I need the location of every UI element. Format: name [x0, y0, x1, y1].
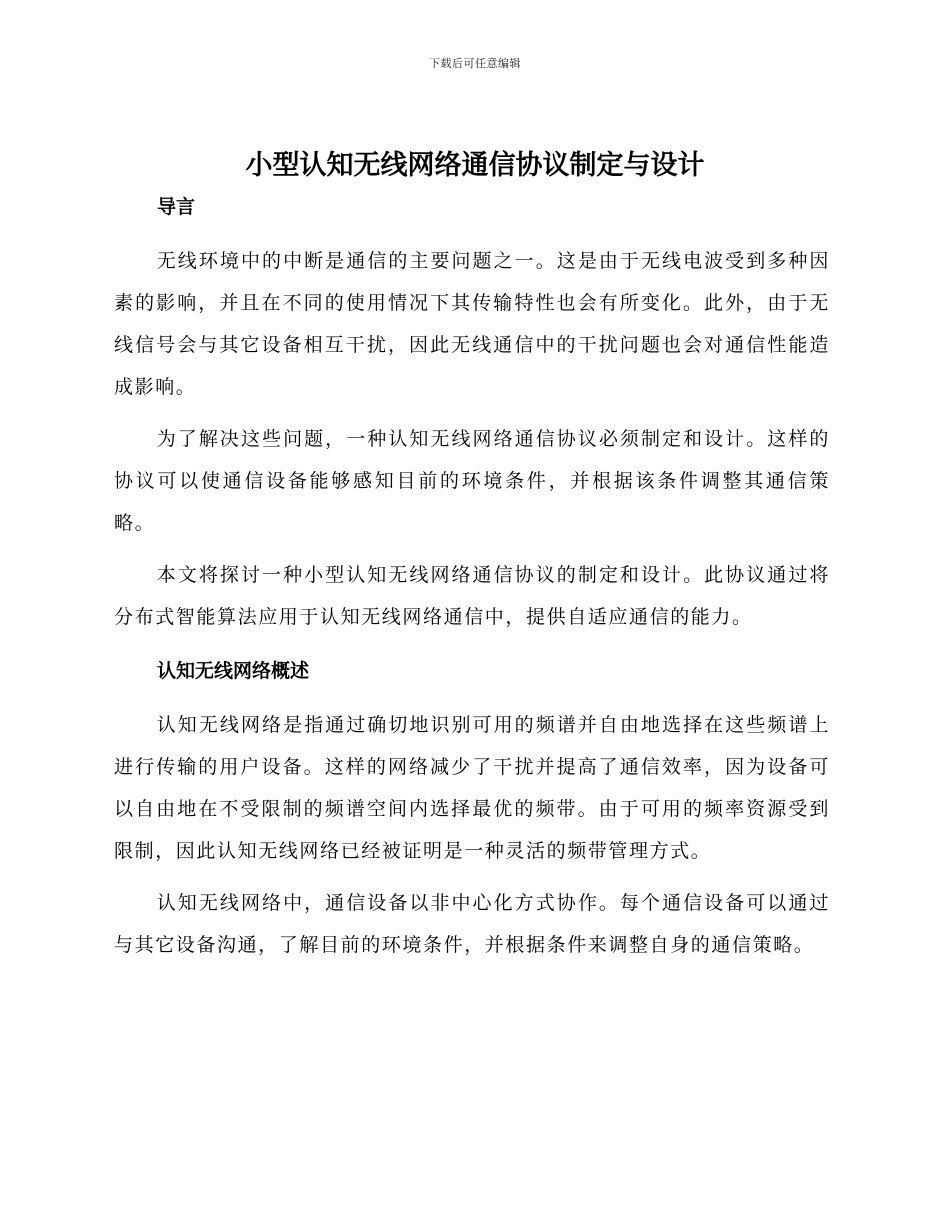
document-title: 小型认知无线网络通信协议制定与设计: [245, 150, 705, 181]
section-heading-intro: 导言: [157, 196, 196, 218]
paragraph: 认知无线网络是指通过确切地识别可用的频谱并自由地选择在这些频谱上进行传输的用户设备。这样的网络减少了干扰并提高了通信效率，因为设备可以自由地在不受限制的频谱空间内选择最优的频带。由于可用的频率资源受到限制，因此认知无线网络已经被证明是一种灵活的频带管理方式。: [114, 714, 830, 862]
header-note: 下载后可任意编辑: [429, 57, 521, 70]
paragraph: 无线环境中的中断是通信的主要问题之一。这是由于无线电波受到多种因素的影响，并且在不同的使用情况下其传输特性也会有所变化。此外，由于无线信号会与其它设备相互干扰，因此无线通信中的干扰问题也会对通信性能造成影响。: [114, 250, 830, 398]
paragraph: 为了解决这些问题，一种认知无线网络通信协议必须制定和设计。这样的协议可以使通信设备能够感知目前的环境条件，并根据该条件调整其通信策略。: [114, 428, 830, 534]
paragraph: 本文将探讨一种小型认知无线网络通信协议的制定和设计。此协议通过将分布式智能算法应用于认知无线网络通信中，提供自适应通信的能力。: [114, 564, 830, 628]
document-body: [114, 186, 830, 966]
paragraph: 认知无线网络中，通信设备以非中心化方式协作。每个通信设备可以通过与其它设备沟通，了解目前的环境条件，并根据条件来调整自身的通信策略。: [114, 892, 830, 956]
section-heading-overview: 认知无线网络概述: [157, 660, 310, 682]
